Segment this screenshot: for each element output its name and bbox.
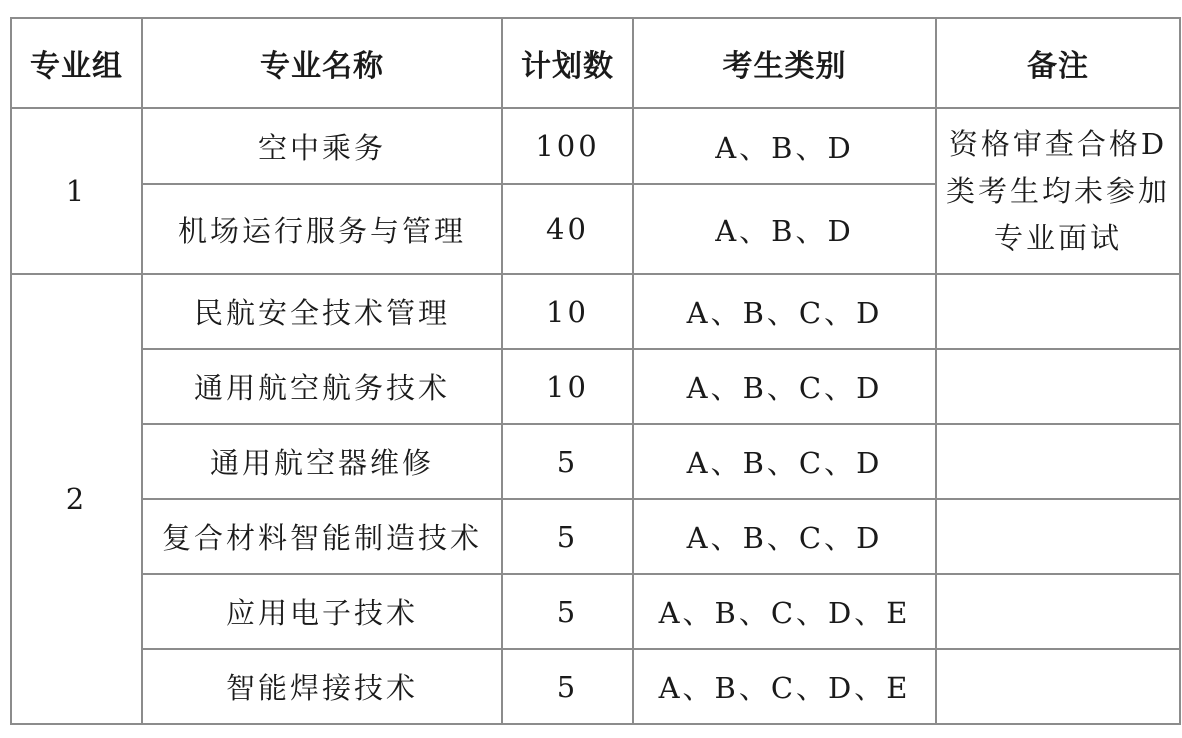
category-cell: A、B、D — [633, 108, 936, 184]
plan-count-cell: 5 — [502, 574, 633, 649]
header-category: 考生类别 — [633, 18, 936, 108]
table-row — [11, 108, 1180, 184]
major-name-cell: 复合材料智能制造技术 — [142, 499, 502, 574]
plan-count-cell: 10 — [502, 349, 633, 424]
plan-count-cell: 40 — [502, 184, 633, 274]
table-row — [11, 649, 1180, 724]
header-name: 专业名称 — [142, 18, 502, 108]
major-name-cell: 空中乘务 — [142, 108, 502, 184]
note-cell — [936, 274, 1180, 349]
category-cell: A、B、C、D、E — [633, 649, 936, 724]
major-name-cell: 机场运行服务与管理 — [142, 184, 502, 274]
table-row — [11, 424, 1180, 499]
group-cell: 1 — [11, 108, 142, 274]
category-cell: A、B、D — [633, 184, 936, 274]
note-cell: 资格审查合格D类考生均未参加专业面试 — [936, 108, 1180, 274]
category-cell: A、B、C、D — [633, 424, 936, 499]
category-cell: A、B、C、D — [633, 499, 936, 574]
note-cell — [936, 424, 1180, 499]
header-note: 备注 — [936, 18, 1180, 108]
major-name-cell: 通用航空航务技术 — [142, 349, 502, 424]
enrollment-plan-table — [10, 17, 1181, 725]
category-cell: A、B、C、D — [633, 274, 936, 349]
note-cell — [936, 574, 1180, 649]
note-cell — [936, 349, 1180, 424]
plan-count-cell: 100 — [502, 108, 633, 184]
plan-count-cell: 5 — [502, 649, 633, 724]
major-name-cell: 智能焊接技术 — [142, 649, 502, 724]
plan-count-cell: 5 — [502, 424, 633, 499]
plan-count-cell: 5 — [502, 499, 633, 574]
table-row — [11, 349, 1180, 424]
table-header-row — [11, 18, 1180, 108]
header-group: 专业组 — [11, 18, 142, 108]
category-cell: A、B、C、D — [633, 349, 936, 424]
table-row — [11, 574, 1180, 649]
group-cell: 2 — [11, 274, 142, 724]
plan-count-cell: 10 — [502, 274, 633, 349]
header-plan: 计划数 — [502, 18, 633, 108]
major-name-cell: 应用电子技术 — [142, 574, 502, 649]
note-cell — [936, 499, 1180, 574]
table-row — [11, 499, 1180, 574]
major-name-cell: 民航安全技术管理 — [142, 274, 502, 349]
category-cell: A、B、C、D、E — [633, 574, 936, 649]
table-row — [11, 274, 1180, 349]
note-cell — [936, 649, 1180, 724]
major-name-cell: 通用航空器维修 — [142, 424, 502, 499]
